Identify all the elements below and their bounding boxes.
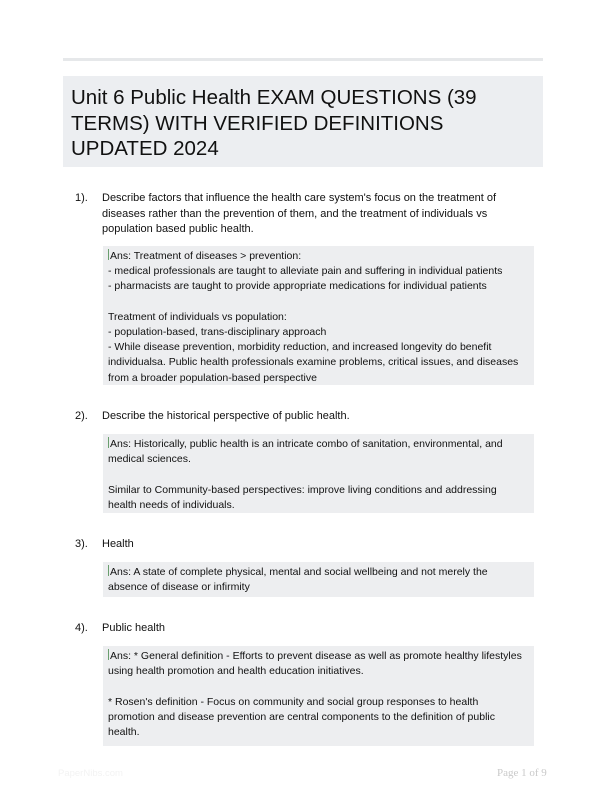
page-indicator: Page 1 of 9 <box>497 767 547 779</box>
answer-line <box>108 295 528 310</box>
answer-box <box>103 562 534 597</box>
answer-line <box>108 649 528 664</box>
answer-marker <box>108 565 109 576</box>
answer-marker <box>108 437 109 448</box>
answer-line: Similar to Community-based perspectives: improve living conditions and addressing <box>108 483 497 496</box>
answer-line <box>108 565 528 580</box>
answer-line: health needs of individuals. <box>108 498 235 511</box>
question-text: Health <box>102 538 134 550</box>
answer-line <box>108 679 528 694</box>
answer-line: - population-based, trans-disciplinary approach <box>108 326 327 338</box>
question-text: Describe factors that influence the health care system's focus on the treatment of diseases rather than the prevention of them, and the treatment of individuals vs population based public health. <box>102 192 497 235</box>
answer-line: from a broader population-based perspective <box>108 371 317 384</box>
title-box <box>63 76 543 167</box>
top-divider <box>63 58 543 61</box>
answer-line <box>108 437 528 452</box>
answer-marker <box>108 249 109 260</box>
answer-line: promotion and disease prevention are central components to the definition of public <box>108 710 495 723</box>
answer-line: - pharmacists are taught to provide appropriate medications for individual patients <box>108 280 487 293</box>
answer-line: medical sciences. <box>108 453 191 466</box>
answer-line <box>108 249 528 264</box>
question-number: 1). <box>75 192 88 204</box>
question-number: 4). <box>75 622 88 634</box>
answer-box <box>103 434 534 513</box>
answer-text: Ans: Treatment of diseases > prevention: <box>110 250 302 262</box>
answer-text: Ans: Historically, public health is an intricate combo of sanitation, environmental, and <box>110 438 503 450</box>
question-number: 3). <box>75 538 88 550</box>
answer-text: Ans: A state of complete physical, mental and social wellbeing and not merely the <box>110 566 488 578</box>
answer-marker <box>108 649 109 660</box>
answer-line <box>108 467 528 482</box>
answer-box <box>103 246 534 385</box>
answer-text: Ans: * General definition - Efforts to prevent disease as well as promote healthy lifestyles <box>110 650 522 662</box>
answer-line: Treatment of individuals vs population: <box>108 310 287 323</box>
question-text: Public health <box>102 622 165 634</box>
answer-line: individualsa. Public health professionals examine problems, critical issues, and diseases <box>108 356 519 369</box>
question-text: Describe the historical perspective of public health. <box>102 410 350 422</box>
answer-line: absence of disease or infirmity <box>108 581 250 594</box>
answer-line: using health promotion and health education initiatives. <box>108 665 364 678</box>
question-number: 2). <box>75 410 88 422</box>
answer-box <box>103 646 534 746</box>
answer-line: * Rosen's definition - Focus on community and social group responses to health <box>108 695 479 708</box>
footer-watermark: PaperNibs.com <box>58 768 123 779</box>
page-title: Unit 6 Public Health EXAM QUESTIONS (39 TERMS) WITH VERIFIED DEFINITIONS UPDATED 2024 <box>71 86 477 160</box>
answer-line: health. <box>108 726 140 738</box>
answer-line: - medical professionals are taught to alleviate pain and suffering in individual patients <box>108 265 503 278</box>
answer-line: - While disease prevention, morbidity reduction, and increased longevity do benefit <box>108 341 492 354</box>
